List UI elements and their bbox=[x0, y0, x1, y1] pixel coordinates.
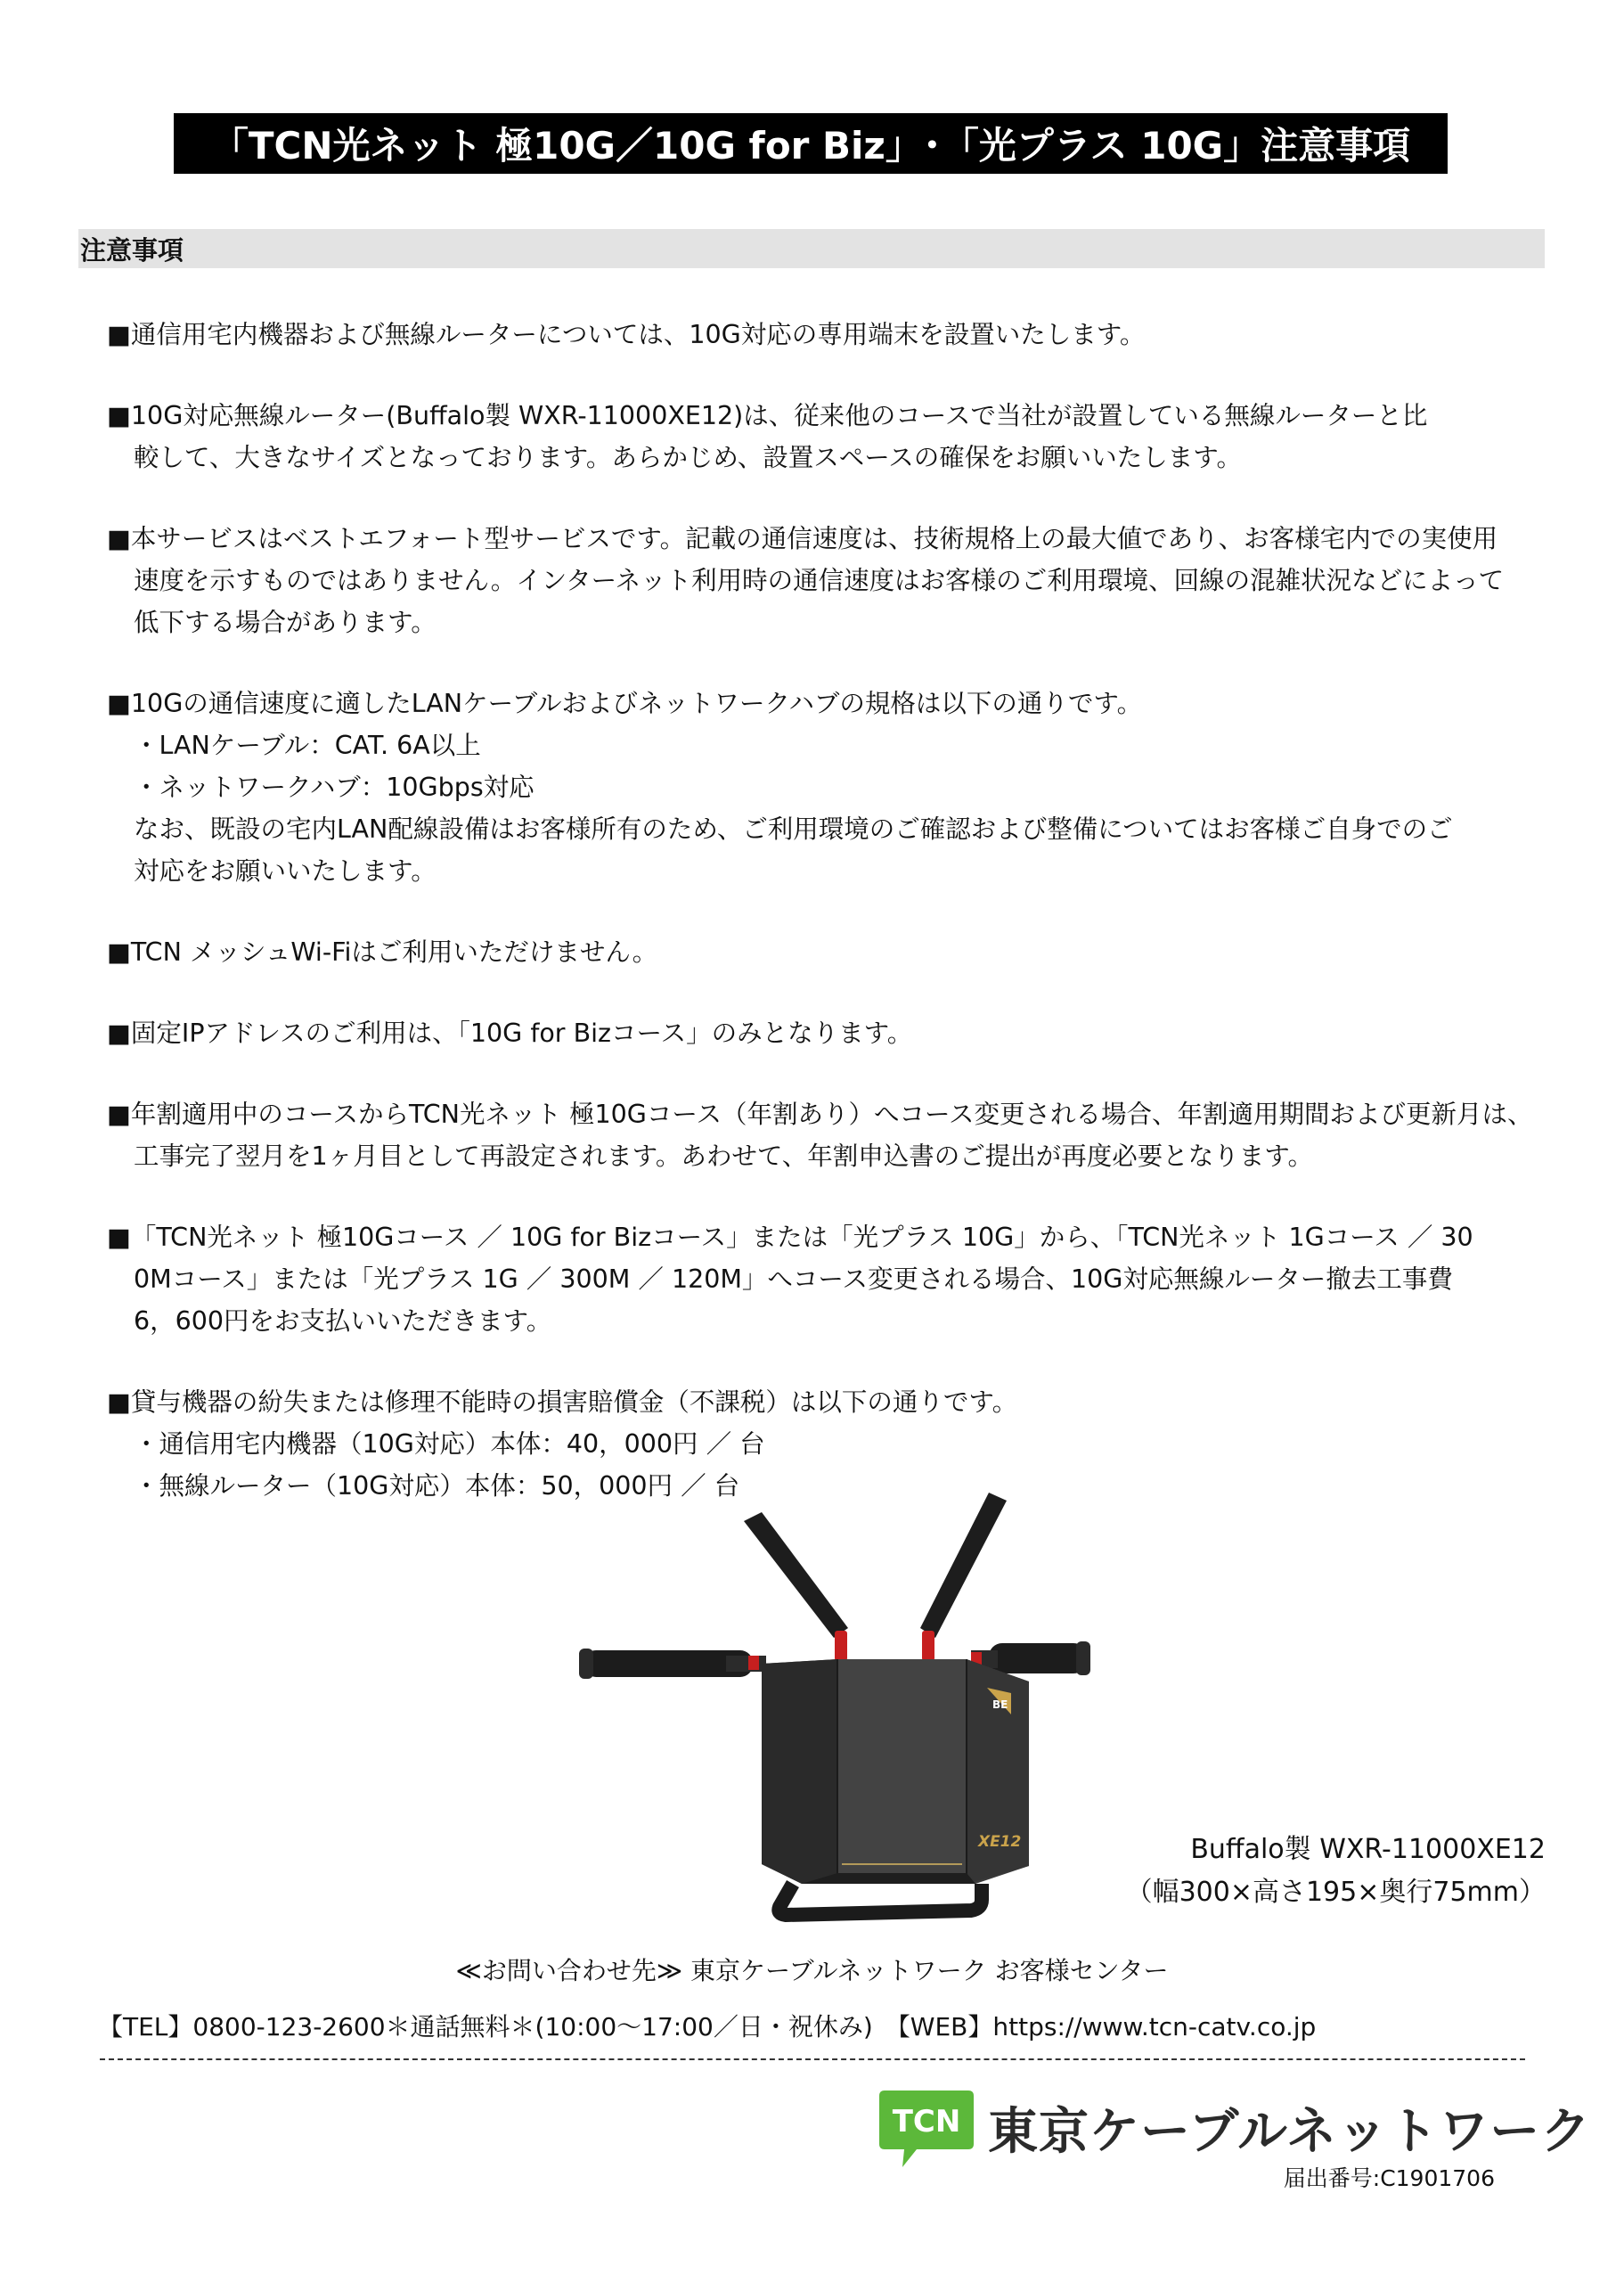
note-item bbox=[107, 314, 1559, 356]
note-line: ・無線ルーター（10G対応）本体：50，000円 ／ 台 bbox=[134, 1471, 740, 1501]
note-line: 較して、大きなサイズとなっております。あらかじめ、設置スペースの確保をお願いいたします。 bbox=[134, 443, 1243, 472]
contact-heading: ≪お問い合わせ先≫ 東京ケーブルネットワーク お客様センター bbox=[455, 1956, 1169, 1985]
note-line: ■「TCN光ネット 極10Gコース ／ 10G for Bizコース」または「光プラス 10G」から、「TCN光ネット 1Gコース ／ 30 bbox=[107, 1223, 1473, 1252]
logo-mark-text: TCN bbox=[892, 2104, 961, 2140]
note-item bbox=[107, 1216, 1559, 1342]
tcn-logo-icon bbox=[877, 2085, 975, 2171]
page-title: 「TCN光ネット 極10G／10G for Biz」･「光プラス 10G」注意事項 bbox=[174, 113, 1448, 174]
note-item bbox=[107, 1093, 1559, 1177]
company-name: 東京ケーブルネットワーク bbox=[988, 2103, 1592, 2161]
note-line: ■10Gの通信速度に適したLANケーブルおよびネットワークハブの規格は以下の通りです。 bbox=[107, 689, 1143, 718]
note-line: ■10G対応無線ルーター(Buffalo製 WXR-11000XE12)は、従来他のコースで当社が設置している無線ルーターと比 bbox=[107, 401, 1428, 430]
registration-number: 届出番号:C1901706 bbox=[1283, 2165, 1495, 2191]
note-line: ■貸与機器の紛失または修理不能時の損害賠償金（不課税）は以下の通りです。 bbox=[107, 1387, 1018, 1417]
divider bbox=[100, 2058, 1525, 2060]
note-line: 0Mコース」または「光プラス 1G ／ 300M ／ 120M」へコース変更される場合、10G対応無線ルーター撤去工事費 bbox=[134, 1264, 1453, 1294]
note-line: ・ネットワークハブ：10Gbps対応 bbox=[134, 773, 535, 802]
note-item bbox=[107, 931, 1559, 973]
company-logo bbox=[877, 2085, 1591, 2171]
note-line: ・通信用宅内機器（10G対応）本体：40，000円 ／ 台 bbox=[134, 1429, 765, 1459]
router-body bbox=[762, 1659, 1029, 1884]
router-model-label: XE12 bbox=[978, 1833, 1022, 1851]
note-item bbox=[107, 683, 1559, 892]
product-caption bbox=[1126, 1829, 1546, 1914]
note-line: ■本サービスはベストエフォート型サービスです。記載の通信速度は、技術規格上の最大値であり、お客様宅内での実使用 bbox=[107, 524, 1498, 553]
notes-list bbox=[107, 314, 1559, 1546]
note-line: 対応をお願いいたします。 bbox=[134, 856, 437, 886]
note-line: ■TCN メッシュWi-Fiはご利用いただけません。 bbox=[107, 937, 658, 967]
note-item bbox=[107, 1012, 1559, 1054]
router-badge-label: BE bbox=[992, 1698, 1008, 1711]
note-line: 工事完了翌月を1ヶ月目として再設定されます。あわせて、年割申込書のご提出が再度必要となります。 bbox=[134, 1141, 1314, 1171]
note-line: なお、既設の宅内LAN配線設備はお客様所有のため、ご利用環境のご確認および整備についてはお客様ご自身でのご bbox=[134, 814, 1453, 844]
note-line: 低下する場合があります。 bbox=[134, 608, 437, 637]
note-line: ■通信用宅内機器および無線ルーターについては、10G対応の専用端末を設置いたします。 bbox=[107, 320, 1146, 349]
note-item bbox=[107, 395, 1559, 479]
router-antenna-right-vertical bbox=[920, 1493, 1007, 1638]
product-size: （幅300×高さ195×奥行75mm） bbox=[1125, 1877, 1546, 1908]
router-antenna-left-vertical bbox=[744, 1512, 848, 1638]
note-item bbox=[107, 518, 1559, 643]
product-model: Buffalo製 WXR-11000XE12 bbox=[1190, 1834, 1546, 1865]
note-line: 速度を示すものではありません。インターネット利用時の通信速度はお客様のご利用環境、回線の混雑状況などによって bbox=[134, 566, 1505, 595]
router-antenna-left-horizontal bbox=[579, 1649, 766, 1679]
section-heading: 注意事項 bbox=[78, 229, 1545, 268]
router-stand bbox=[779, 1884, 982, 1915]
note-line: 6，600円をお支払いいただきます。 bbox=[134, 1306, 552, 1336]
note-line: ・LANケーブル：CAT. 6A以上 bbox=[134, 731, 481, 760]
note-line: ■年割適用中のコースからTCN光ネット 極10Gコース（年割あり）へコース変更される場合、年割適用期間および更新月は、 bbox=[107, 1100, 1533, 1129]
router-image bbox=[570, 1481, 1105, 1927]
contact-info: 【TEL】0800-123-2600＊通話無料＊(10:00〜17:00／日・祝休み) 【WEB】https://www.tcn-catv.co.jp bbox=[98, 2012, 1317, 2041]
note-line: ■固定IPアドレスのご利用は、「10G for Bizコース」のみとなります。 bbox=[107, 1019, 913, 1048]
